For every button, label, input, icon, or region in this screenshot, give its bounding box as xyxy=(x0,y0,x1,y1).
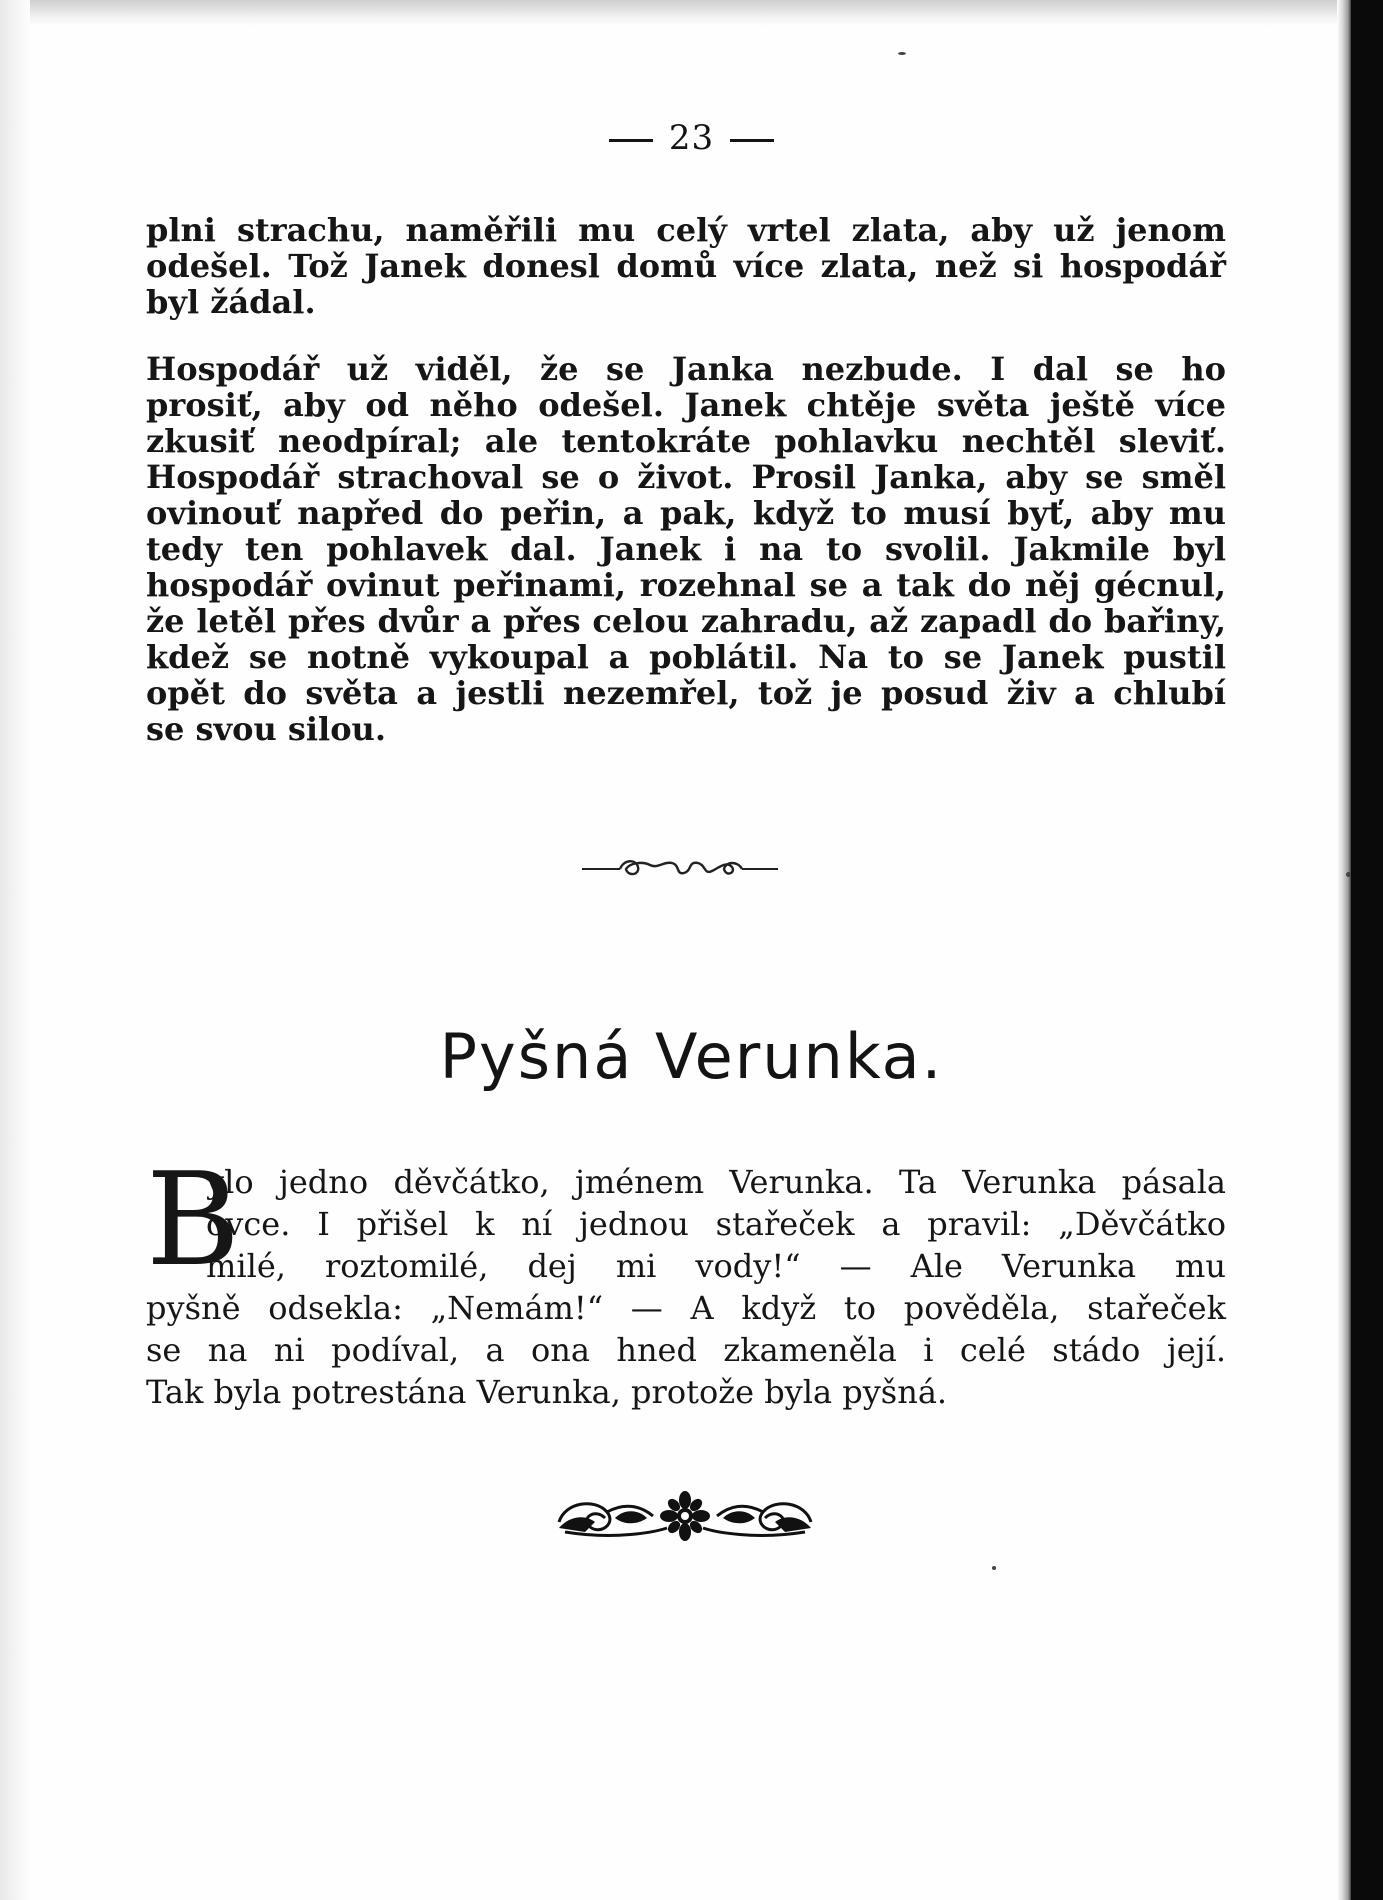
text-line: se svou silou. xyxy=(146,710,386,748)
text-line: hospodář ovinut peřinami, rozehnal se a tak do něj gécnul, xyxy=(146,566,1226,604)
scan-speck xyxy=(898,52,906,55)
flourish-divider-icon xyxy=(580,855,780,881)
text-line: že letěl přes dvůr a přes celou zahradu, až zapadl do bařiny, xyxy=(146,602,1226,640)
page-number-dash-left xyxy=(609,139,653,142)
story-title: Pyšná Verunka. xyxy=(439,1020,944,1093)
scan-top-edge xyxy=(0,0,1383,26)
text-line: ylo jedno děvčátko, jménem Verunka. Ta Verunka pásala xyxy=(206,1163,1226,1201)
text-line: ovce. I přišel k ní jednou stařeček a pravil: „Děvčátko xyxy=(206,1205,1226,1243)
paragraph-1 xyxy=(146,212,1226,320)
scan-left-edge xyxy=(0,0,30,1900)
text-line: opět do světa a jestli nezemřel, tož je posud živ a chlubí xyxy=(146,674,1226,712)
text-line: ovinouť napřed do peřin, a pak, když to musí byť, aby mu xyxy=(146,494,1226,532)
page-number-value: 23 xyxy=(668,118,715,158)
floral-ornament-icon xyxy=(555,1488,815,1544)
story-paragraph xyxy=(146,1146,1226,1413)
page-number xyxy=(0,118,1383,158)
text-line: odešel. Tož Janek donesl domů více zlata, než si hospodář xyxy=(146,247,1226,285)
text-line: plni strachu, naměřili mu celý vrtel zlata, aby už jenom xyxy=(146,211,1226,249)
scan-speck xyxy=(992,1566,996,1570)
page-number-dash-right xyxy=(730,139,774,142)
scan-right-shadow xyxy=(1337,0,1351,1900)
scan-right-edge xyxy=(1351,0,1383,1900)
scan-speck xyxy=(1346,872,1351,877)
text-line: prosiť, aby od něho odešel. Janek chtěje světa ještě více xyxy=(146,386,1226,424)
text-line: Hospodář strachoval se o život. Prosil Janka, aby se směl xyxy=(146,458,1226,496)
drop-cap: B xyxy=(146,1146,241,1295)
text-line: pyšně odsekla: „Nemám!“ — A když to pověděla, stařeček xyxy=(146,1289,1226,1327)
text-line: Tak byla potrestána Verunka, protože byla pyšná. xyxy=(146,1373,948,1411)
text-line: tedy ten pohlavek dal. Janek i na to svolil. Jakmile byl xyxy=(146,530,1226,568)
text-line: se na ni podíval, a ona hned zkameněla i celé stádo její. xyxy=(146,1331,1226,1369)
text-line: Hospodář už viděl, že se Janka nezbude. I dal se ho xyxy=(146,350,1226,388)
text-line: kdež se notně vykoupal a poblátil. Na to se Janek pustil xyxy=(146,638,1226,676)
paragraph-2 xyxy=(146,351,1226,747)
text-line: zkusiť neodpíral; ale tentokráte pohlavku nechtěl sleviť. xyxy=(146,422,1226,460)
text-line: byl žádal. xyxy=(146,283,316,321)
text-line: milé, roztomilé, dej mi vody!“ — Ale Verunka mu xyxy=(206,1247,1226,1285)
